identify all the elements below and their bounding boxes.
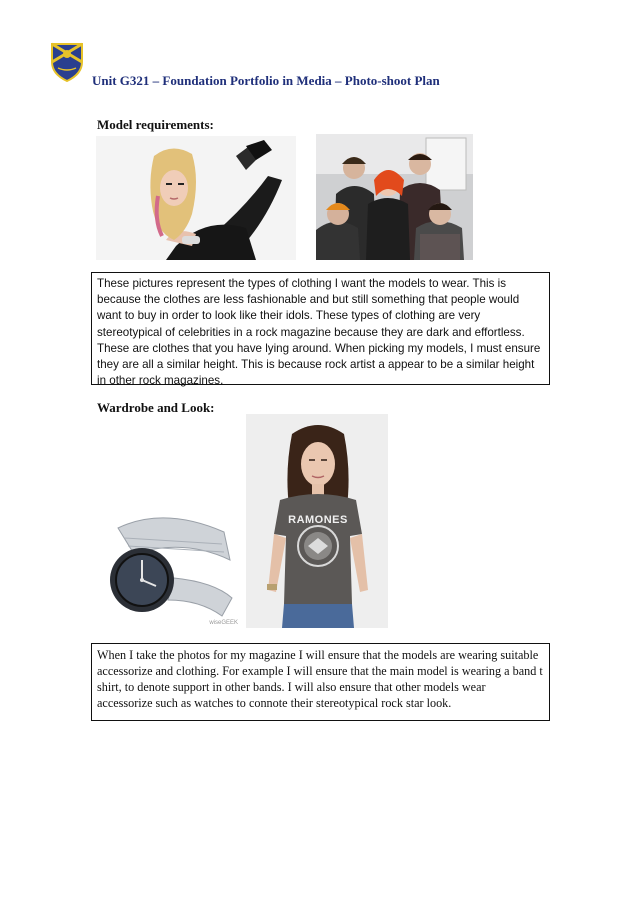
watch-photo xyxy=(104,508,240,628)
page-title: Unit G321 – Foundation Portfolio in Media – Photo-shoot Plan xyxy=(92,73,440,88)
model-description-box: These pictures represent the types of clothing I want the models to wear. This is because the clothes are less fashionable and but still something that people would want to buy in order to look like their idols. These types of clothing are very stereotypical of celebrities in a rock magazine because they are dark and effortless. These are clothes that you have lying around. When picking my models, I must ensure they are all a similar height. This is because rock artist a appear to be a similar height in other rock magazines. xyxy=(91,272,550,385)
band-tshirt-model-photo xyxy=(246,414,388,628)
model-requirements-heading: Model requirements: xyxy=(97,117,214,132)
image-watermark: wiseGEEK xyxy=(209,620,238,626)
school-crest-logo xyxy=(50,42,84,82)
wardrobe-heading: Wardrobe and Look: xyxy=(97,400,215,415)
model-photo-solo xyxy=(96,136,296,260)
band-group-photo xyxy=(316,134,473,260)
wardrobe-description-box: When I take the photos for my magazine I will ensure that the models are wearing suitable accessorize and clothing. For example I will ensure that the main model is wearing a band t shirt, to denote support in other bands. I will also ensure that other models wear accessorize such as watches to connote their stereotypical rock star look. xyxy=(91,643,550,721)
tshirt-print-text: RAMONES xyxy=(288,514,348,526)
